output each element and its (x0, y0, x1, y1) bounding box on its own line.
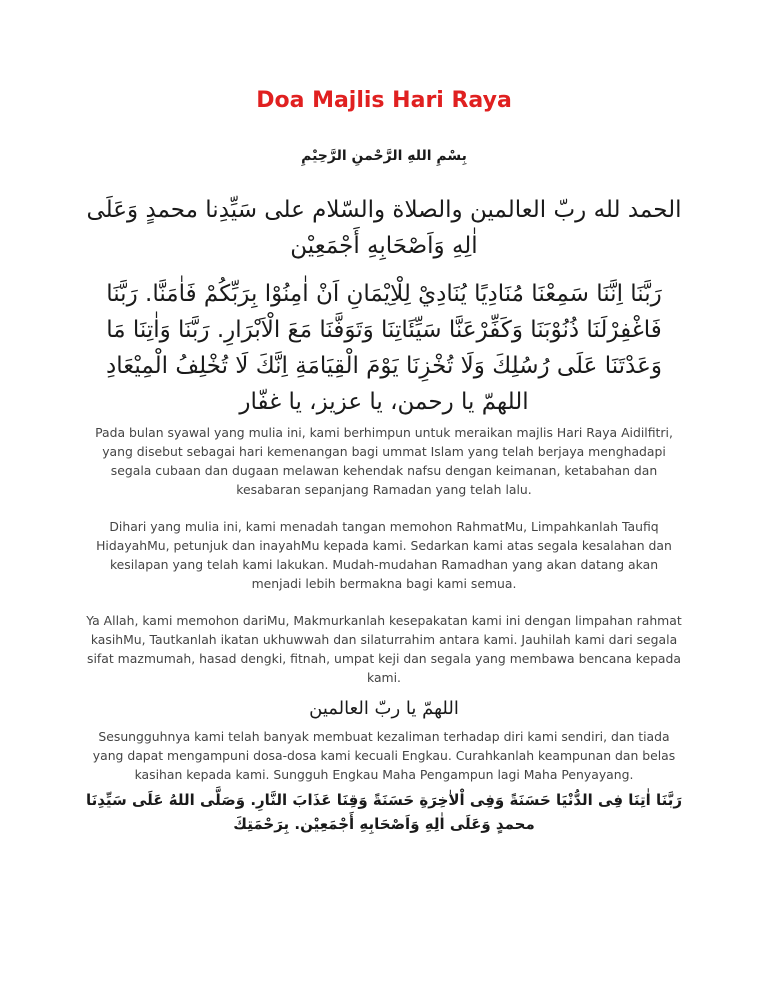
basmala-text: بِسْمِ اللهِ الرَّحْمنِ الرَّحِيْمِ (301, 148, 467, 164)
paragraph-ya-allah: Ya Allah, kami memohon dariMu, Makmurkanlah kesepakatan kami ini dengan limpahan rahmat kasihMu, Tautkanlah ikatan ukhuwwah dan silaturrahim antara kami. Jauhilah kami dari segala sifat mazmumah, hasad dengki, fitnah, umpat keji dan segala yang membawa bencana kepada kami. (86, 613, 682, 685)
arabic-prayer-text: رَبَّنَا اِنَّنَا سَمِعْنَا مُنَادِيًا يُنَادِيْ لِلْاِيْمَانِ اَنْ اٰمِنُوْا بِرَبِّكُمْ فَاٰمَنَّا. رَبَّنَا فَاغْفِرْلَنَا ذُنُوْبَنَا وَكَفِّرْعَنَّا سَيِّئَاتِنَا وَتَوَفَّنَا مَعَ الْاَبْرَارِ. رَبَّنَا وَاٰتِنَا مَا وَعَدْتَنَا عَلَى رُسُلِكَ وَلَا تُخْزِنَا يَوْمَ الْقِيَامَةِ اِنَّكَ لَا تُخْلِفُ الْمِيْعَادِ اللهمّ يا رحمن، يا عزيز، يا غفّار (106, 281, 662, 415)
arabic-closing-prayer: رَبَّنَا اٰتِنَا فِى الدُّنْيَا حَسَنَةً وَفِى اْلاٰخِرَةِ حَسَنَةً وَقِنَا عَذَابَ النَّارِ. وَصَلَّى اللهُ عَلَى سَيِّدِنَا محمدٍ وَعَلَى اٰلِهِ وَاَصْحَابِهِ أَجْمَعِيْن. بِرَحْمَتِكَ (85, 791, 683, 833)
paragraph-rahmat: Dihari yang mulia ini, kami menadah tangan memohon RahmatMu, Limpahkanlah Taufiq HidayahMu, petunjuk dan inayahMu kepada kami. Sedarkan kami atas segala kesalahan dan kesilapan yang telah kami lakukan. Mudah-mudahan Ramadhan yang akan datang akan menjadi lebih bermakna bagi kami semua. (96, 519, 672, 591)
arabic-praise-text: الحمد لله ربّ العالمين والصلاة والسّلام على سَيِّدِنا محمدٍ وَعَلَى اٰلِهِ وَاَصْحَابِهِ أَجْمَعِيْن (86, 197, 682, 259)
paragraph-kezaliman: Sesungguhnya kami telah banyak membuat kezaliman terhadap diri kami sendiri, dan tiada yang dapat mengampuni dosa-dosa kami kecuali Engkau. Curahkanlah keampunan dan belas kasihan kepada kami. Sungguh Engkau Maha Pengampun lagi Maha Penyayang. (92, 729, 676, 782)
paragraph-syawal: Pada bulan syawal yang mulia ini, kami berhimpun untuk meraikan majlis Hari Raya Aidilfitri, yang disebut sebagai hari kemenangan bagi ummat Islam yang telah berjaya menghadapi segala cubaan dan dugaan melawan kehendak nafsu dengan keimanan, ketabahan dan kesabaran sepanjang Ramadan yang telah lalu. (95, 425, 673, 497)
page-title: Doa Majlis Hari Raya (256, 88, 512, 113)
arabic-invocation-text: اللهمّ يا ربّ العالمين (309, 698, 459, 719)
